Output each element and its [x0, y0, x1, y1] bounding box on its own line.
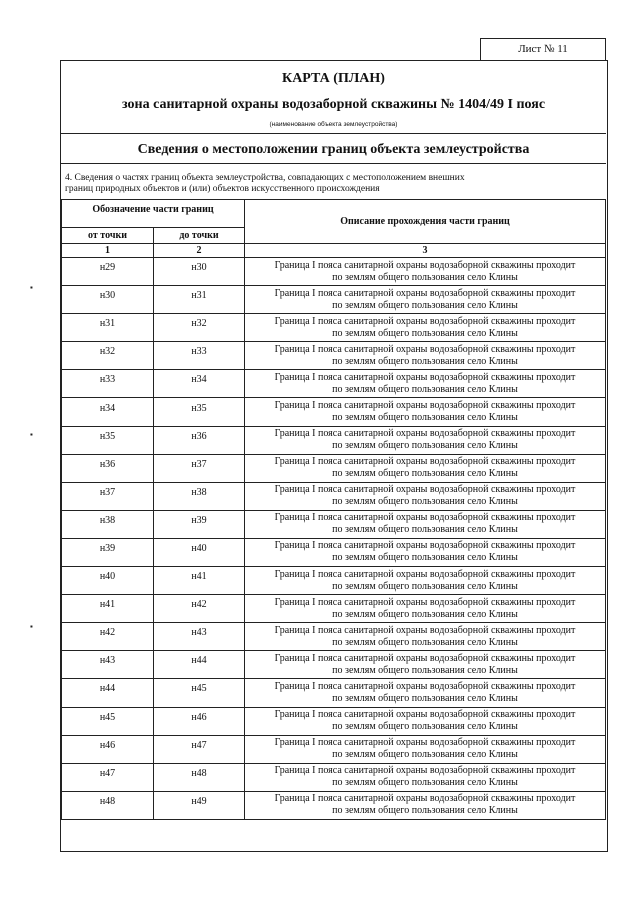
object-name-caption: (наименование объекта землеустройства): [269, 121, 398, 128]
from-point: н33: [62, 370, 154, 398]
boundary-description: Граница I пояса санитарной охраны водозаборной скважины проходит по землям общего пользования село Клины: [245, 623, 606, 651]
table-row: [62, 454, 606, 482]
boundary-description: Граница I пояса санитарной охраны водозаборной скважины проходит по землям общего пользования село Клины: [245, 398, 606, 426]
to-point: н46: [154, 707, 245, 735]
boundary-description: Граница I пояса санитарной охраны водозаборной скважины проходит по землям общего пользования село Клины: [245, 595, 606, 623]
to-point: н42: [154, 595, 245, 623]
from-point: н35: [62, 426, 154, 454]
table-row: [62, 342, 606, 370]
to-point: н36: [154, 426, 245, 454]
from-point: н44: [62, 679, 154, 707]
boundary-description: Граница I пояса санитарной охраны водозаборной скважины проходит по землям общего пользования село Клины: [245, 510, 606, 538]
boundary-description: Граница I пояса санитарной охраны водозаборной скважины проходит по землям общего пользования село Клины: [245, 651, 606, 679]
table-row: [62, 595, 606, 623]
from-point: н38: [62, 510, 154, 538]
to-point: н43: [154, 623, 245, 651]
boundary-description: Граница I пояса санитарной охраны водозаборной скважины проходит по землям общего пользования село Клины: [245, 286, 606, 314]
to-point: н38: [154, 482, 245, 510]
table-row: [62, 623, 606, 651]
table-row: [62, 398, 606, 426]
from-point: н37: [62, 482, 154, 510]
sheet-number: Лист № 11: [518, 43, 568, 55]
scan-speck: ▪: [30, 622, 33, 631]
boundary-description: Граница I пояса санитарной охраны водозаборной скважины проходит по землям общего пользования село Клины: [245, 679, 606, 707]
from-point: н47: [62, 763, 154, 791]
to-point: н45: [154, 679, 245, 707]
zone-title: зона санитарной охраны водозаборной скважины № 1404/49 I пояс: [121, 97, 546, 112]
table-row: [62, 707, 606, 735]
to-point: н39: [154, 510, 245, 538]
table-row: [62, 538, 606, 566]
to-point: н32: [154, 314, 245, 342]
boundary-description: Граница I пояса санитарной охраны водозаборной скважины проходит по землям общего пользования село Клины: [245, 342, 606, 370]
description-header: Описание прохождения части границ: [245, 200, 606, 244]
from-point: н45: [62, 707, 154, 735]
section-title: Сведения о местоположении границ объекта землеустройства: [61, 137, 606, 164]
table-row: [62, 370, 606, 398]
table-row: [62, 651, 606, 679]
to-point: н41: [154, 567, 245, 595]
from-point: н42: [62, 623, 154, 651]
to-point: н49: [154, 791, 245, 819]
boundary-description: Граница I пояса санитарной охраны водозаборной скважины проходит по землям общего пользования село Клины: [245, 707, 606, 735]
column-number-2: 2: [154, 244, 245, 258]
table-row: [62, 567, 606, 595]
to-point: н44: [154, 651, 245, 679]
table-row: [62, 763, 606, 791]
boundary-rows: [62, 258, 606, 820]
to-point: н37: [154, 454, 245, 482]
from-point: н41: [62, 595, 154, 623]
intro-line-2: границ природных объектов и (или) объектов искусственного происхождения: [65, 184, 380, 194]
from-point: н30: [62, 286, 154, 314]
table-row: [62, 735, 606, 763]
table-row: [62, 314, 606, 342]
to-point-header: до точки: [154, 228, 245, 244]
from-point: н34: [62, 398, 154, 426]
to-point: н48: [154, 763, 245, 791]
from-point: н48: [62, 791, 154, 819]
boundary-description: Граница I пояса санитарной охраны водозаборной скважины проходит по землям общего пользования село Клины: [245, 454, 606, 482]
table-row: [62, 791, 606, 819]
from-point: н39: [62, 538, 154, 566]
scan-speck: ▪: [30, 283, 33, 292]
column-number-1: 1: [62, 244, 154, 258]
table-row: [62, 258, 606, 286]
boundary-description: Граница I пояса санитарной охраны водозаборной скважины проходит по землям общего пользования село Клины: [245, 370, 606, 398]
from-point-header: от точки: [62, 228, 154, 244]
boundary-description: Граница I пояса санитарной охраны водозаборной скважины проходит по землям общего пользования село Клины: [245, 426, 606, 454]
boundary-description: Граница I пояса санитарной охраны водозаборной скважины проходит по землям общего пользования село Клины: [245, 482, 606, 510]
to-point: н34: [154, 370, 245, 398]
document-frame: [60, 60, 608, 852]
boundary-table: [61, 199, 606, 820]
from-point: н46: [62, 735, 154, 763]
from-point: н43: [62, 651, 154, 679]
table-row: [62, 510, 606, 538]
to-point: н33: [154, 342, 245, 370]
boundary-description: Граница I пояса санитарной охраны водозаборной скважины проходит по землям общего пользования село Клины: [245, 314, 606, 342]
document-header: [61, 61, 606, 134]
table-row: [62, 679, 606, 707]
intro-line-1: 4. Сведения о частях границ объекта землеустройства, совпадающих с местоположением внешних: [65, 173, 465, 183]
scan-speck: ▪: [30, 430, 33, 439]
boundary-description: Граница I пояса санитарной охраны водозаборной скважины проходит по землям общего пользования село Клины: [245, 763, 606, 791]
to-point: н40: [154, 538, 245, 566]
from-point: н40: [62, 567, 154, 595]
from-point: н36: [62, 454, 154, 482]
from-point: н32: [62, 342, 154, 370]
boundary-description: Граница I пояса санитарной охраны водозаборной скважины проходит по землям общего пользования село Клины: [245, 538, 606, 566]
sheet-number-box: [480, 38, 606, 60]
to-point: н30: [154, 258, 245, 286]
to-point: н35: [154, 398, 245, 426]
boundary-description: Граница I пояса санитарной охраны водозаборной скважины проходит по землям общего пользования село Клины: [245, 735, 606, 763]
from-point: н29: [62, 258, 154, 286]
to-point: н47: [154, 735, 245, 763]
designation-header: Обозначение части границ: [62, 200, 245, 228]
map-title: КАРТА (ПЛАН): [282, 71, 385, 86]
to-point: н31: [154, 286, 245, 314]
table-row: [62, 426, 606, 454]
column-number-3: 3: [245, 244, 606, 258]
intro-paragraph: [65, 173, 585, 195]
boundary-description: Граница I пояса санитарной охраны водозаборной скважины проходит по землям общего пользования село Клины: [245, 567, 606, 595]
from-point: н31: [62, 314, 154, 342]
boundary-description: Граница I пояса санитарной охраны водозаборной скважины проходит по землям общего пользования село Клины: [245, 791, 606, 819]
table-row: [62, 482, 606, 510]
boundary-description: Граница I пояса санитарной охраны водозаборной скважины проходит по землям общего пользования село Клины: [245, 258, 606, 286]
table-row: [62, 286, 606, 314]
